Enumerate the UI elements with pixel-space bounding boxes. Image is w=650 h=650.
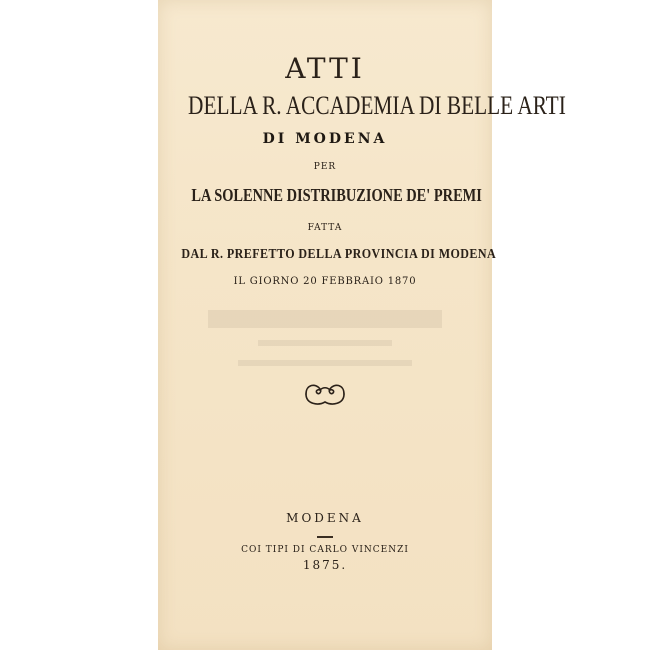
imprint-city: MODENA bbox=[286, 511, 364, 525]
imprint-year: 1875. bbox=[302, 558, 348, 572]
scroll-ornament-icon bbox=[300, 380, 350, 408]
event-date: IL GIORNO 20 FEBBRAIO 1870 bbox=[233, 276, 417, 287]
connector-fatta: FATTA bbox=[307, 223, 343, 233]
title-accademia: DELLA R. ACCADEMIA DI BELLE ARTI bbox=[188, 91, 566, 120]
connector-per: PER bbox=[313, 162, 337, 172]
title-di-modena: DI MODENA bbox=[262, 131, 388, 147]
title-page bbox=[158, 0, 566, 650]
show-through-shadow bbox=[198, 300, 452, 390]
title-atti: ATTI bbox=[285, 52, 365, 85]
imprint-printer: COI TIPI DI CARLO VINCENZI bbox=[241, 545, 409, 555]
subtitle-distribuzione: LA SOLENNE DISTRIBUZIONE DE' PREMI bbox=[191, 185, 482, 205]
subtitle-prefetto: DAL R. PREFETTO DELLA PROVINCIA DI MODENA bbox=[181, 247, 497, 262]
imprint-rule bbox=[317, 536, 333, 538]
